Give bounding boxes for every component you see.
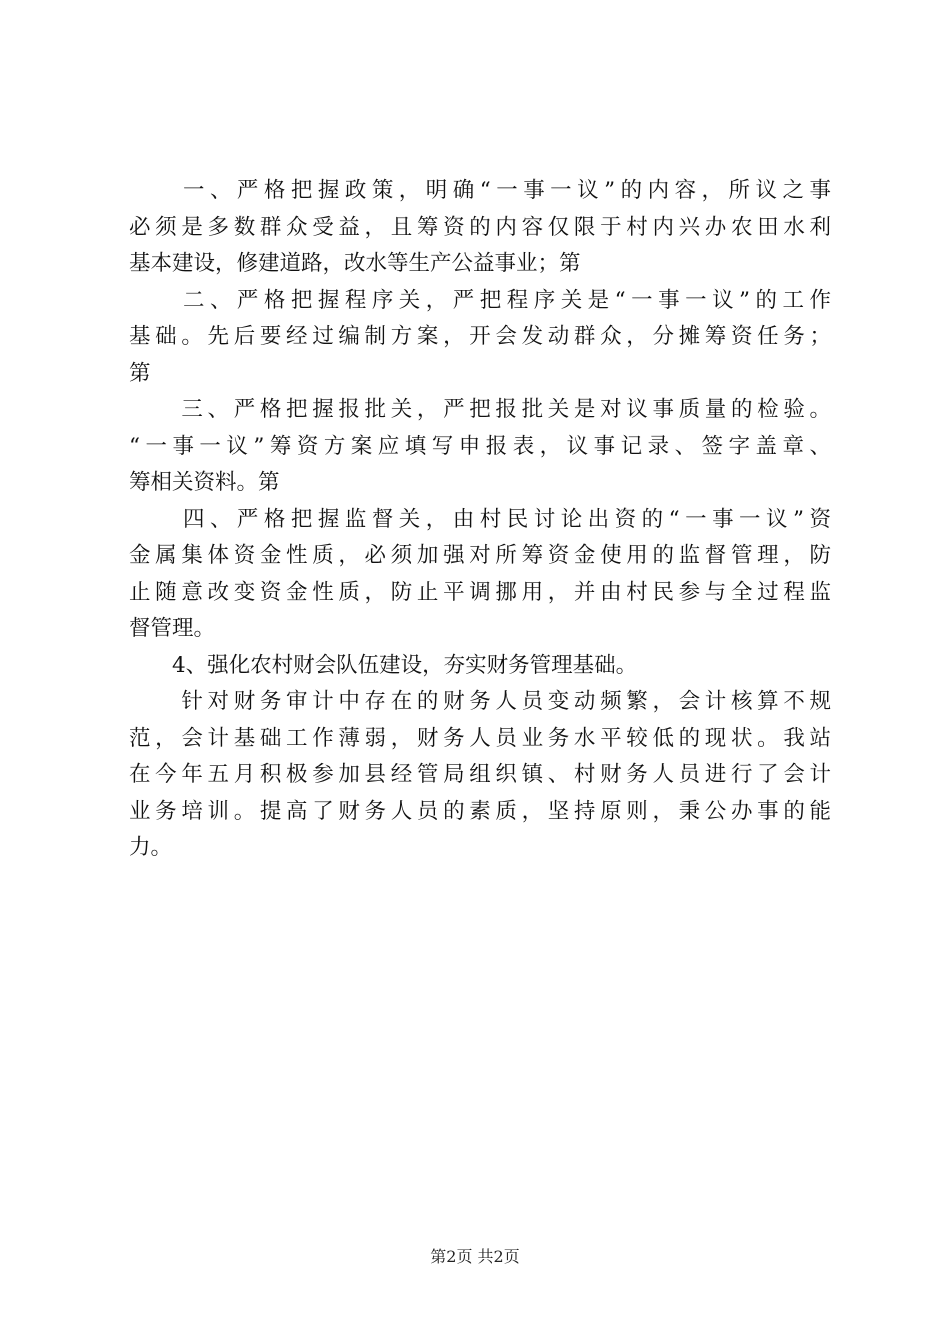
text-line: “一事一议”筹资方案应填写申报表，议事记录、签字盖章、	[129, 433, 831, 459]
text-line: 力。	[129, 835, 173, 860]
text-line: 业务培训。提高了财务人员的素质，坚持原则，秉公办事的能	[129, 798, 831, 824]
document-body	[129, 173, 831, 867]
text-line: 范，会计基础工作薄弱，财务人员业务水平较低的现状。我站	[129, 725, 831, 751]
text-line: 二、严格把握程序关，严把程序关是“一事一议”的工作	[129, 287, 831, 313]
text-line: 针对财务审计中存在的财务人员变动频繁，会计核算不规	[129, 689, 831, 714]
text-line: 第	[129, 360, 151, 386]
text-line: 三、严格把握报批关，严把报批关是对议事质量的检验。	[129, 397, 831, 422]
text-line: 四、严格把握监督关，由村民讨论出资的“一事一议”资	[129, 506, 831, 532]
text-line: 基础。先后要经过编制方案，开会发动群众，分摊筹资任务；	[129, 324, 831, 349]
text-line: 在今年五月积极参加县经管局组织镇、村财务人员进行了会计	[129, 762, 831, 787]
text-line: 必须是多数群众受益，且筹资的内容仅限于村内兴办农田水利	[129, 214, 831, 240]
text-line: 金属集体资金性质，必须加强对所筹资金使用的监督管理，防	[129, 543, 831, 568]
text-line: 一、严格把握政策，明确“一事一议”的内容，所议之事	[129, 178, 831, 203]
text-line: 筹相关资料。第	[129, 470, 280, 495]
text-line: 4、强化农村财会队伍建设，夯实财务管理基础。	[129, 652, 638, 678]
text-line: 基本建设，修建道路，改水等生产公益事业；第	[129, 251, 581, 276]
page-footer: 第2页 共2页	[430, 1247, 520, 1266]
text-line: 止随意改变资金性质，防止平调挪用，并由村民参与全过程监	[129, 579, 831, 605]
text-line: 督管理。	[129, 616, 216, 641]
